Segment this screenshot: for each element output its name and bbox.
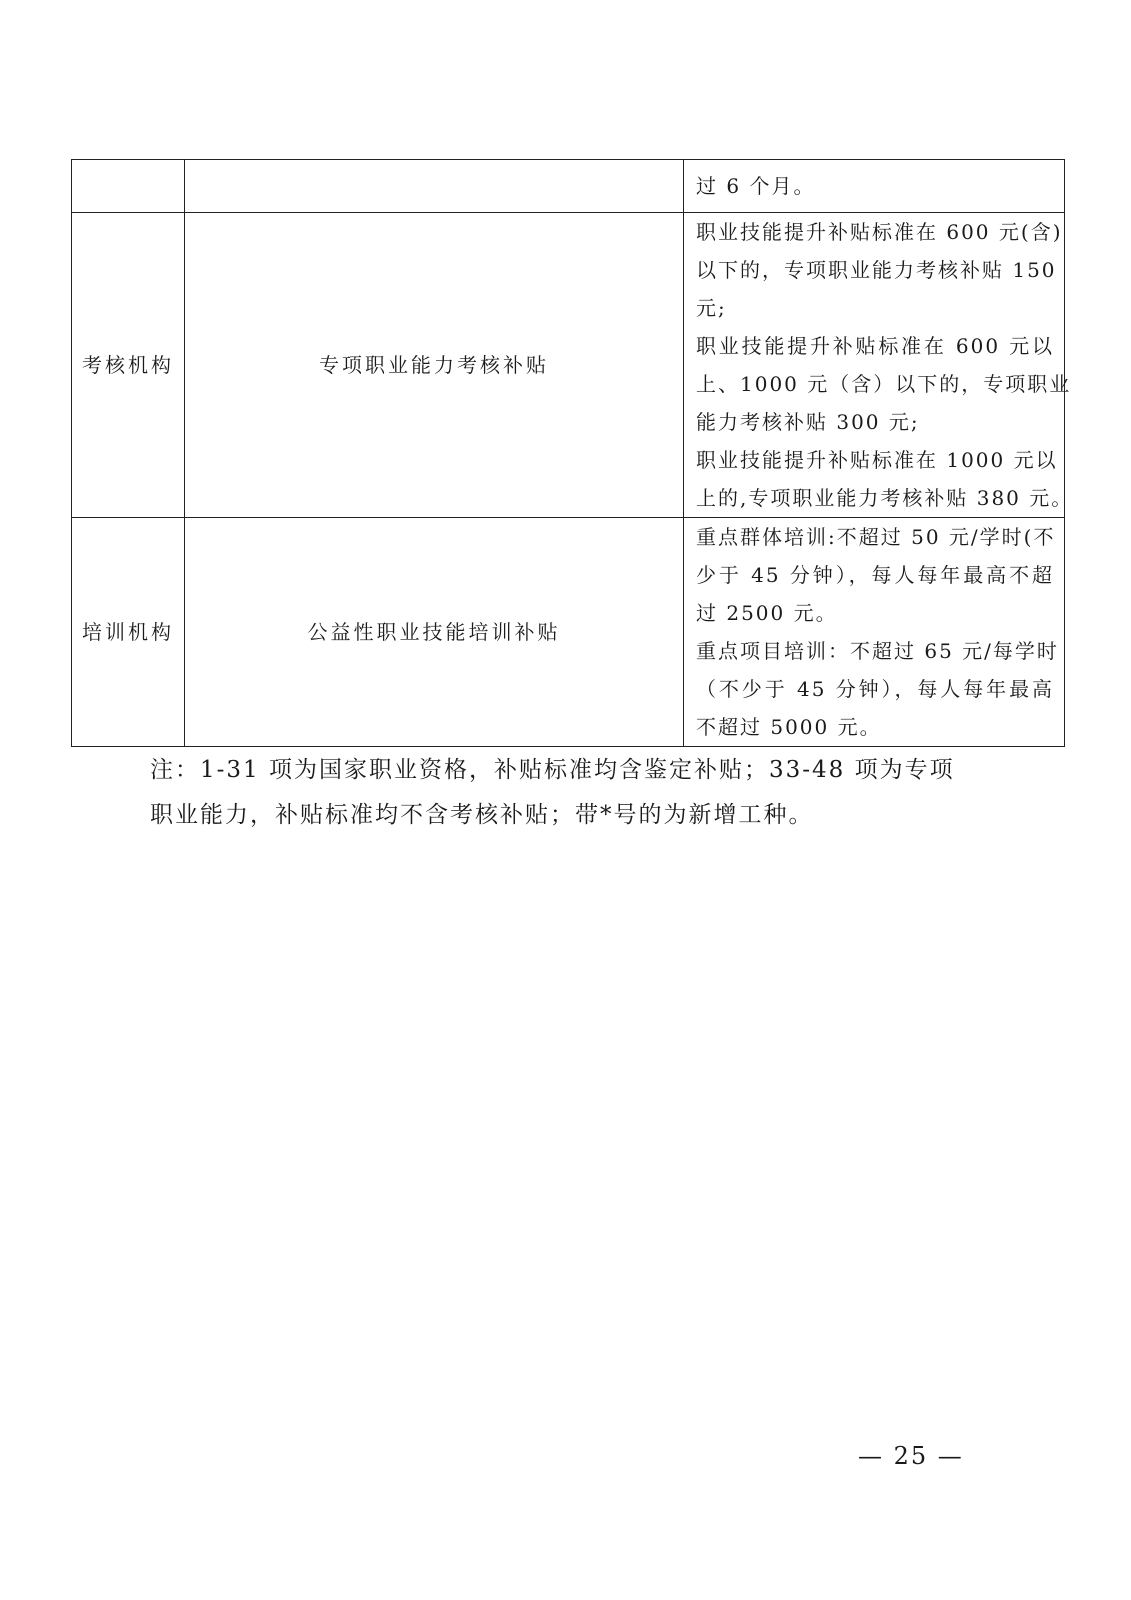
page-number: — 25 — [858,1442,964,1470]
standard-line: 少于 45 分钟），每人每年最高不超 [696,563,1054,587]
standard-line: 重点群体培训:不超过 50 元/学时(不 [696,525,1056,549]
footnote-line: 职业能力，补贴标准均不含考核补贴；带*号的为新增工种。 [150,802,814,828]
standard-line: 过 6 个月。 [696,174,816,198]
standard-line: 能力考核补贴 300 元; [696,410,920,434]
standard-line: 职业技能提升补贴标准在 600 元以 [696,334,1054,358]
standard-line: 不超过 5000 元。 [696,715,882,739]
standard-line: 过 2500 元。 [696,601,838,625]
standard-cell [684,518,1065,747]
table-row [72,518,1065,747]
table-row [72,213,1065,518]
item-cell [185,160,684,213]
item-cell: 专项职业能力考核补贴 [185,213,684,518]
org-cell [72,160,185,213]
standard-cell [684,160,1065,213]
table-footnote [150,748,980,838]
standard-line: （不少于 45 分钟），每人每年最高 [696,677,1054,701]
org-cell: 培训机构 [72,518,185,747]
subsidy-table [71,159,1074,747]
standard-line: 以下的，专项职业能力考核补贴 150 [696,258,1057,282]
standard-line: 职业技能提升补贴标准在 1000 元以 [696,448,1058,472]
standard-line: 元; [696,296,727,320]
footnote-line: 注：1-31 项为国家职业资格，补贴标准均含鉴定补贴；33-48 项为专项 [150,757,955,783]
standard-line: 上、1000 元（含）以下的，专项职业 [696,372,1072,396]
standard-line: 上的,专项职业能力考核补贴 380 元。 [696,486,1074,510]
table-row [72,160,1065,213]
standard-line: 重点项目培训：不超过 65 元/每学时 [696,639,1059,663]
standard-line: 职业技能提升补贴标准在 600 元(含) [696,220,1063,244]
standard-cell [684,213,1074,518]
org-cell: 考核机构 [72,213,185,518]
item-cell: 公益性职业技能培训补贴 [185,518,684,747]
